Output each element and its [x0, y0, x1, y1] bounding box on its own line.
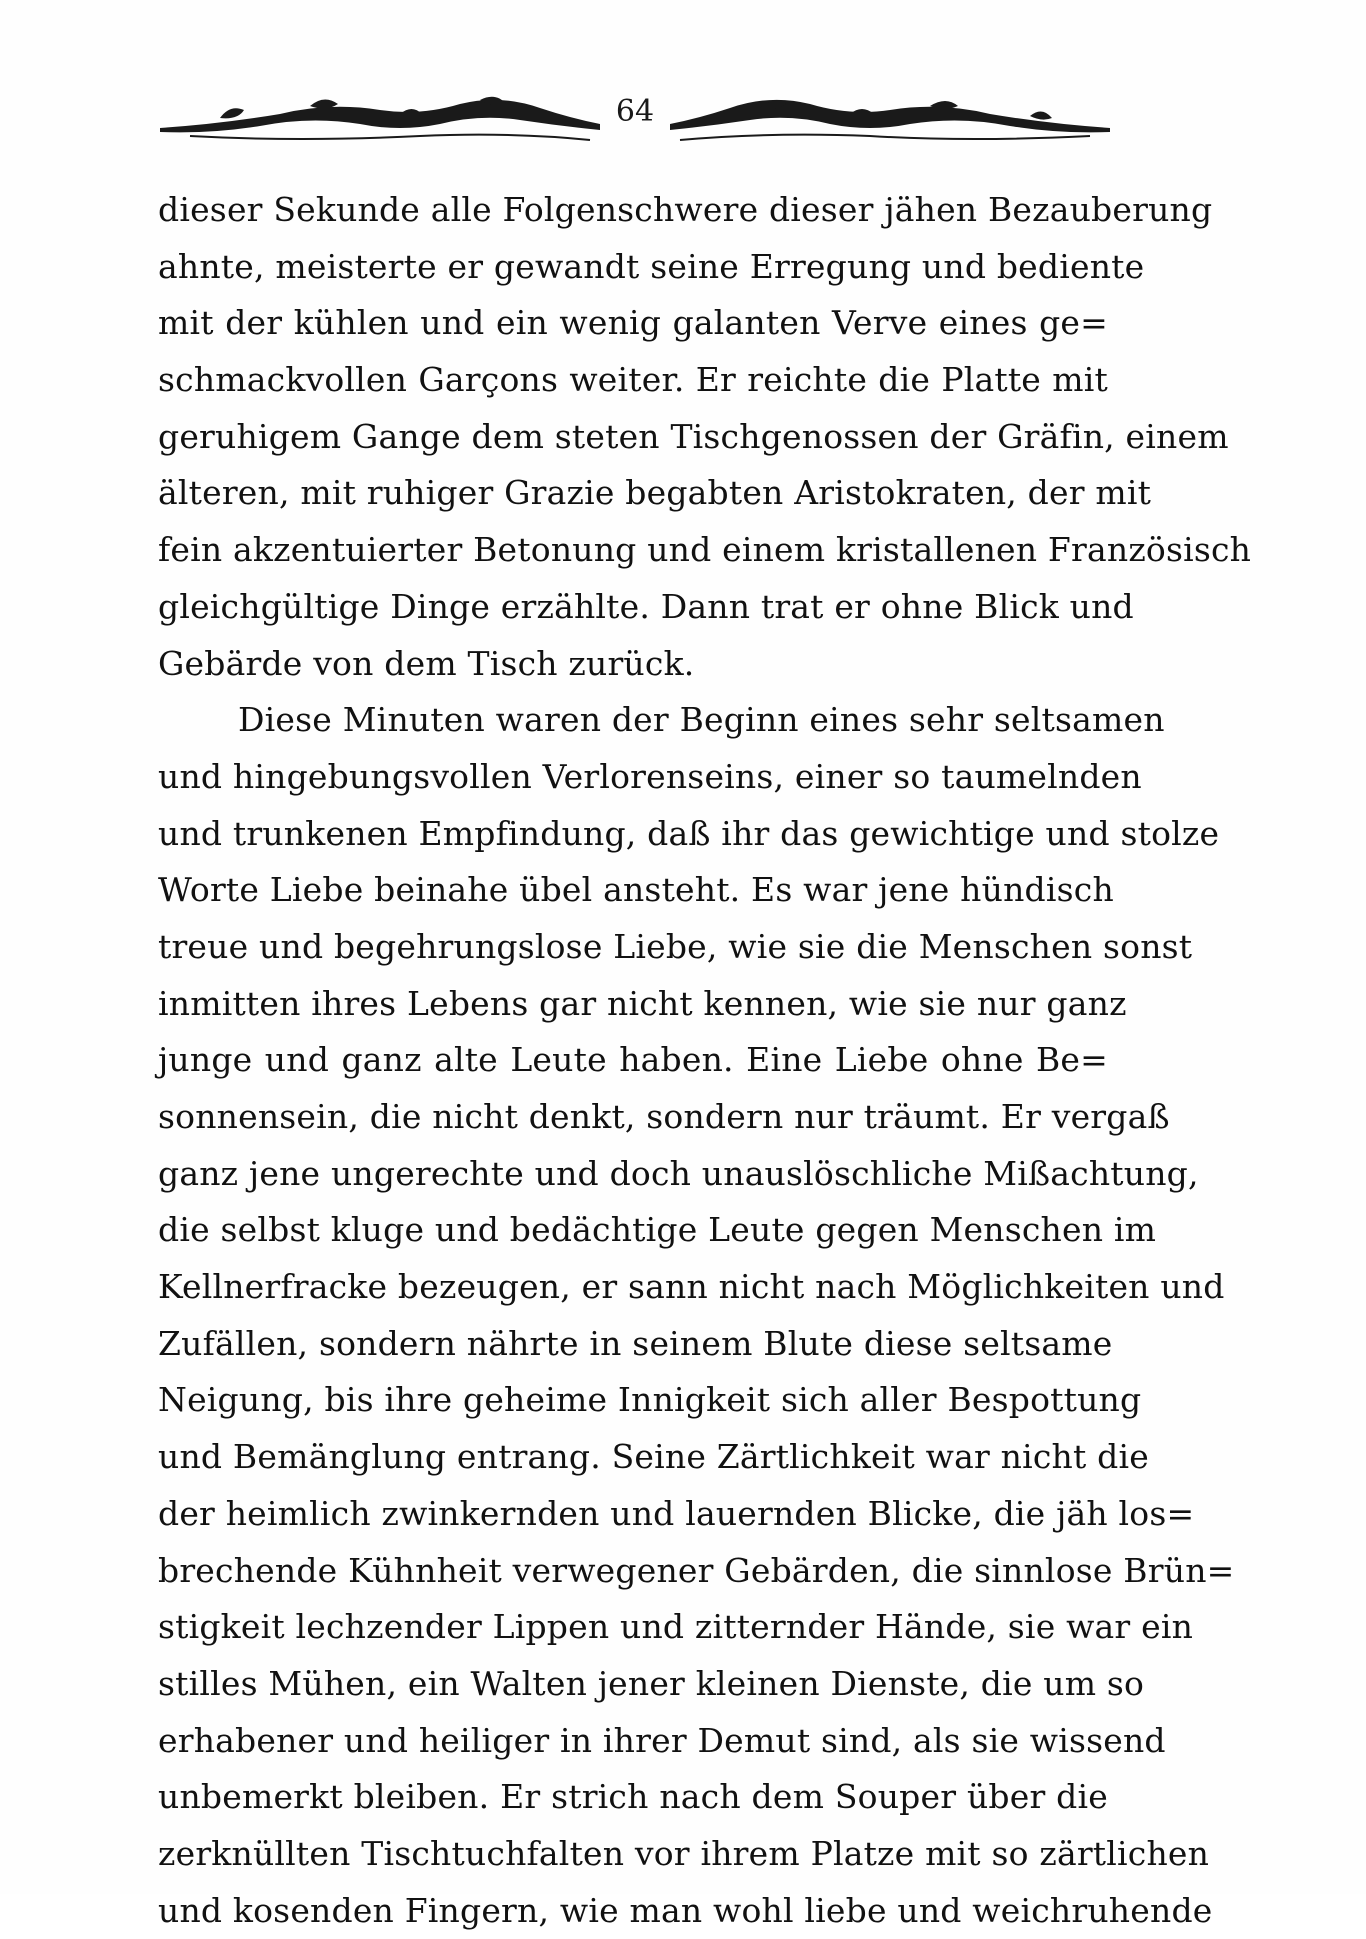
right-ornament-icon: [670, 84, 1110, 148]
text-line: ganz jene ungerechte und doch unauslöschliche Mißachtung,: [158, 1153, 1199, 1193]
text-line: treue und begehrungslose Liebe, wie sie die Menschen sonst: [158, 926, 1193, 966]
text-line: dieser Sekunde alle Folgenschwere dieser jähen Bezauberung: [158, 190, 1213, 229]
text-line: erhabener und heiliger in ihrer Demut sind, als sie wissend: [158, 1720, 1166, 1760]
text-line: Worte Liebe beinahe übel ansteht. Es war jene hündisch: [158, 870, 1114, 910]
text-line: Diese Minuten waren der Beginn eines sehr seltsamen: [238, 700, 1165, 740]
text-line: schmackvollen Garçons weiter. Er reichte die Platte mit: [158, 360, 1108, 400]
text-line: sonnensein, die nicht denkt, sondern nur träumt. Er vergaß: [158, 1097, 1170, 1136]
text-line: Neigung, bis ihre geheime Innigkeit sich aller Bespottung: [158, 1380, 1142, 1420]
page-header: [160, 84, 1110, 148]
text-line: und Bemänglung entrang. Seine Zärtlichkeit war nicht die: [158, 1437, 1149, 1477]
text-line: zerknüllten Tischtuchfalten vor ihrem Platze mit so zärtlichen: [158, 1833, 1210, 1873]
text-line: fein akzentuierter Betonung und einem kristallenen Französisch: [158, 530, 1252, 570]
text-line: gleichgültige Dinge erzählte. Dann trat er ohne Blick und: [158, 586, 1134, 626]
text-line: Kellnerfracke bezeugen, er sann nicht nach Möglichkeiten und: [158, 1267, 1225, 1307]
text-line: brechende Kühnheit verwegener Gebärden, die sinnlose Brün=: [158, 1550, 1235, 1590]
text-line: unbemerkt bleiben. Er strich nach dem Souper über die: [158, 1777, 1108, 1817]
text-line: älteren, mit ruhiger Grazie begabten Aristokraten, der mit: [158, 473, 1152, 513]
text-line: geruhigem Gange dem steten Tischgenossen der Gräfin, einem: [158, 416, 1229, 456]
text-line: ahnte, meisterte er gewandt seine Erregung und bediente: [158, 246, 1145, 286]
text-line: junge und ganz alte Leute haben. Eine Liebe ohne Be=: [158, 1040, 1108, 1080]
text-line: die selbst kluge und bedächtige Leute gegen Menschen im: [158, 1210, 1157, 1250]
text-line: und kosenden Fingern, wie man wohl liebe und weichruhende: [158, 1890, 1213, 1930]
text-line: Gebärde von dem Tisch zurück.: [158, 643, 695, 683]
text-line: mit der kühlen und ein wenig galanten Verve eines ge=: [158, 303, 1108, 343]
text-line: stilles Mühen, ein Walten jener kleinen Dienste, die um so: [158, 1663, 1145, 1703]
body-text: [158, 182, 1252, 1939]
page-number: 64: [615, 94, 655, 129]
text-line: Zufällen, sondern nährte in seinem Blute diese seltsame: [158, 1323, 1113, 1363]
text-line: inmitten ihres Lebens gar nicht kennen, wie sie nur ganz: [158, 983, 1127, 1023]
left-ornament-icon: [160, 84, 600, 148]
text-line: stigkeit lechzender Lippen und zitternder Hände, sie war ein: [158, 1607, 1194, 1647]
text-line: und trunkenen Empfindung, daß ihr das gewichtige und stolze: [158, 813, 1220, 853]
text-line: der heimlich zwinkernden und lauernden Blicke, die jäh los=: [158, 1493, 1195, 1533]
text-line: und hingebungsvollen Verlorenseins, einer so taumelnden: [158, 756, 1142, 796]
